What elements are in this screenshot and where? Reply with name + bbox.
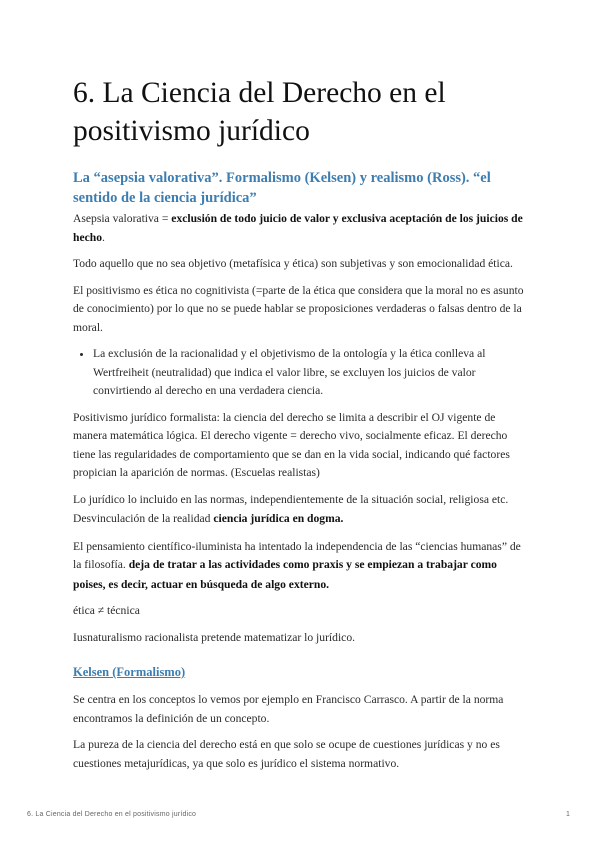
bold-text: exclusión de todo juicio de valor y exclusiva aceptación de los juicios de hecho <box>73 212 523 244</box>
paragraph-asepsia <box>73 210 531 247</box>
body-content <box>73 210 531 781</box>
paragraph-iusnaturalismo: Iusnaturalismo racionalista pretende matematizar lo jurídico. <box>73 630 356 644</box>
paragraph-juridico <box>73 491 531 530</box>
section-subtitle: La “asepsia valorativa”. Formalismo (Kelsen) y realismo (Ross). “el sentido de la ciencia jurídica” <box>73 170 491 206</box>
bold-text: deja de tratar a las actividades como praxis y se empiezan a trabajar como poises, es decir, actuar en búsqueda de algo externo. <box>73 558 497 591</box>
paragraph-positivismo: El positivismo es ética no cognitivista (=parte de la ética que considera que la moral no es asunto de conocimiento) por lo que no se puede hablar se proposiciones verdaderas o falsas dentro de la moral. <box>73 283 524 334</box>
paragraph-kelsen-2: La pureza de la ciencia del derecho está en que solo se ocupe de cuestiones jurídicas y no es cuestiones metajurídicas, ya que solo es jurídico el sistema normativo. <box>73 738 500 770</box>
bullet-list <box>73 345 531 401</box>
paragraph-formalista: Positivismo jurídico formalista: la ciencia del derecho se limita a describir el OJ vigente de manera matemática lógica. El derecho vigente = derecho vivo, socialmente eficaz. El derecho tiene las regularidades de comportamiento que se dan en la vida social, indicando qué factores propician la aparición de normas. (Escuelas realistas) <box>73 410 510 479</box>
text: Asepsia valorativa = <box>73 212 172 225</box>
paragraph-kelsen-1: Se centra en los conceptos lo vemos por ejemplo en Francisco Carrasco. A partir de la norma encontramos la definición de un concepto. <box>73 693 504 725</box>
paragraph-etica-tecnica: ética ≠ técnica <box>73 604 140 617</box>
text: . <box>101 230 105 244</box>
paragraph-objetivo: Todo aquello que no sea objetivo (metafísica y ética) son subjetivas y son emocionalidad ética. <box>73 257 513 270</box>
bold-text: ciencia jurídica en dogma. <box>213 512 344 525</box>
section-heading-kelsen: Kelsen (Formalismo) <box>73 665 186 679</box>
page-number: 1 <box>566 811 570 818</box>
paragraph-iluminista <box>73 538 531 595</box>
footer-title: 6. La Ciencia del Derecho en el positivismo jurídico <box>27 811 197 818</box>
list-item: • La exclusión de la racionalidad y el objetivismo de la ontología y la ética conlleva al Wertfreiheit (neutralidad) que indica el valor libre, se excluyen los juicios de valor convirtiendo al derecho en una verdadera ciencia. <box>93 345 531 401</box>
text: lo incluido en las normas, independientemente de la situación social, religiosa etc. Desvinculación de la realidad <box>73 492 509 525</box>
page-title: 6. La Ciencia del Derecho en el positivismo jurídico <box>73 77 446 147</box>
text: Lo jurídico <box>73 492 128 506</box>
text: El pensamiento científico-iluminista ha intentado la independencia de las “ciencias humanas” de la filosofía. <box>73 539 521 571</box>
